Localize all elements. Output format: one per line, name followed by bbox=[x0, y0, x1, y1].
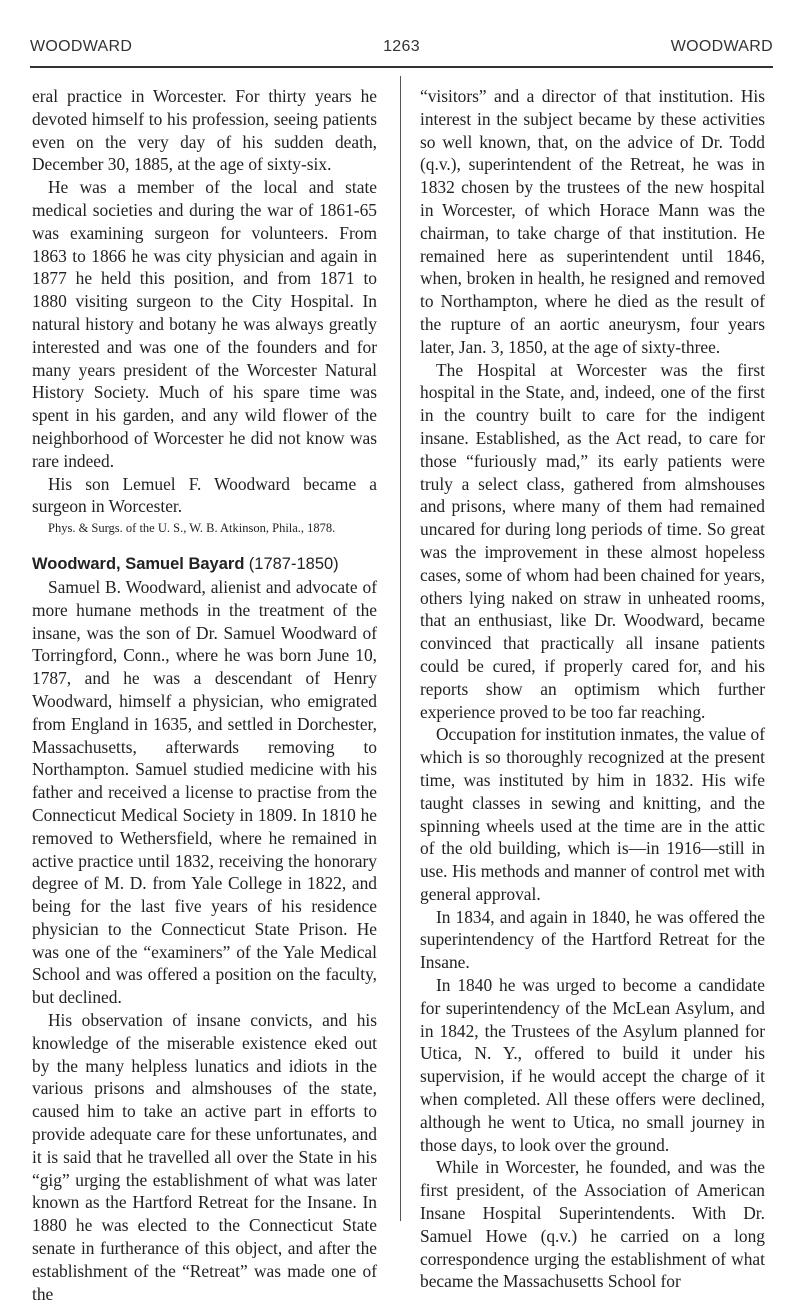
paragraph: eral practice in Worcester. For thirty years he devoted himself to his profession, seeing patients even on the very day of his sudden death, December 30, 1885, at the age of sixty-six. bbox=[32, 86, 377, 175]
left-column bbox=[32, 85, 377, 1305]
column-divider bbox=[400, 76, 401, 1221]
entry-heading: Woodward, Samuel Bayard bbox=[32, 555, 245, 574]
right-column bbox=[420, 85, 765, 1293]
citation: Phys. & Surgs. of the U. S., W. B. Atkinson, Phila., 1878. bbox=[48, 521, 336, 536]
paragraph: “visitors” and a director of that institution. His interest in the subject became by these activities so well known, that, on the advice of Dr. Todd (q.v.), superintendent of the Retreat, he was in 1832 chosen by the trustees of the new hospital in Worcester, of which Horace Mann was the chairman, to take charge of that institution. He remained here as superintendent until 1846, when, broken in health, he resigned and removed to Northampton, where he died as the result of the rupture of an aortic aneurysm, four years later, Jan. 3, 1850, at the age of sixty-three. bbox=[420, 86, 765, 357]
paragraph: His observation of insane convicts, and his knowledge of the miserable existence eked out by the many helpless lunatics and idiots in the various prisons and almshouses of the state, caused him to take an active part in efforts to provide adequate care for these unfortunates, and it is said that he travelled all over the State in his “gig” urging the establishment of what was later known as the Hartford Retreat for the Insane. In 1880 he was elected to the Connecticut State senate in furtherance of this object, and after the establishment of the “Retreat” was made one of the bbox=[32, 1010, 377, 1304]
paragraph: In 1834, and again in 1840, he was offered the superintendency of the Hartford Retreat for the Insane. bbox=[420, 906, 765, 973]
header-rule bbox=[30, 66, 773, 68]
paragraph: In 1840 he was urged to become a candidate for superintendency of the McLean Asylum, and in 1842, the Trustees of the Asylum planned for Utica, N. Y., offered to build it under his supervision, if he would accept the charge of it when completed. All these offers were declined, although he went to Utica, no small journey in those days, to look over the ground. bbox=[420, 975, 765, 1155]
paragraph: He was a member of the local and state medical societies and during the war of 1861-65 was examining surgeon for volunteers. From 1863 to 1866 he was city physician and again in 1877 he held this position, and from 1871 to 1880 visiting surgeon to the City Hospital. In natural history and botany he was always greatly interested and was one of the founders and for many years president of the Worcester Natural History Society. Much of his spare time was spent in his garden, and any wild flower of the neighborhood of Worcester he did not know was rare indeed. bbox=[32, 177, 377, 471]
entry-title bbox=[32, 552, 377, 576]
paragraph: Samuel B. Woodward, alienist and advocate of more humane methods in the treatment of the insane, was the son of Dr. Samuel Woodward of Torringford, Conn., where he was born June 10, 1787, and he was a descendant of Henry Woodward, himself a physician, who emigrated from England in 1635, and settled in Dorchester, Massachusetts, afterwards removing to Northampton. Samuel studied medicine with his father and received a license to practise from the Connecticut Medical Society in 1809. In 1810 he removed to Wethersfield, where he remained in active practice until 1832, receiving the honorary degree of M. D. from Yale College in 1822, and being for the last five years of his residence physician to the Connecticut State Prison. He was one of the “examiners” of the Yale Medical School and was offered a position on the faculty, but declined. bbox=[32, 576, 377, 1008]
running-head-right: WOODWARD bbox=[670, 38, 773, 55]
page-number: 1263 bbox=[383, 38, 420, 55]
page-header bbox=[30, 38, 773, 60]
paragraph: His son Lemuel F. Woodward became a surgeon in Worcester. bbox=[32, 473, 377, 517]
paragraph: While in Worcester, he founded, and was the first president, of the Association of American Insane Hospital Superintendents. With Dr. Samuel Howe (q.v.) he carried on a long correspondence urging the establishment of what became the Massachusetts School for bbox=[420, 1157, 765, 1292]
running-head-left: WOODWARD bbox=[30, 38, 133, 55]
paragraph: Occupation for institution inmates, the value of which is so thoroughly recognized at the present time, was instituted by him in 1832. His wife taught classes in sewing and knitting, and the spinning wheels used at the time are in the attic of the old building, which is—in 1916—still in use. His methods and manner of control met with general approval. bbox=[420, 724, 765, 904]
entry-dates: (1787-1850) bbox=[248, 555, 339, 574]
paragraph: The Hospital at Worcester was the first hospital in the State, and, indeed, one of the first in the country built to care for the indigent insane. Established, as the Act read, to care for those “furiously mad,” its early patients were truly a select class, gathered from almshouses and prisons, where many of them had remained uncared for during long periods of time. So great was the improvement in these almost hopeless cases, some of whom had been chained for years, others lying naked on straw in unheated rooms, that an enthusiast, like Dr. Woodward, became convinced that practically all insane patients could be cured, if properly cared for, and his reports show an optimism which further experience proved to be too far reaching. bbox=[420, 359, 765, 722]
